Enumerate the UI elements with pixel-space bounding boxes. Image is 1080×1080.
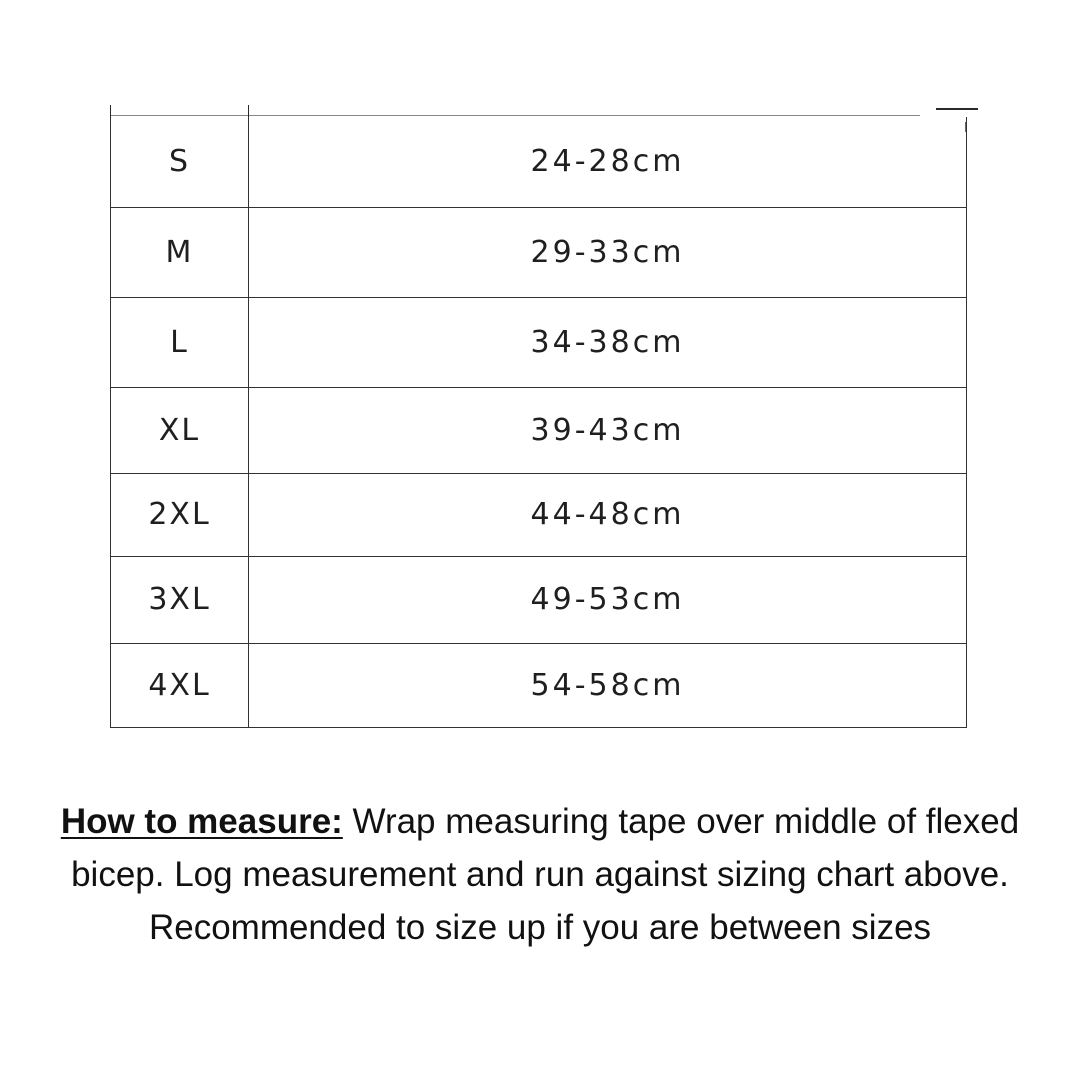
table-row	[111, 117, 967, 207]
size-label: S	[111, 117, 249, 207]
table-divider-fragment-tick	[248, 105, 249, 117]
size-chart-table	[110, 117, 967, 728]
size-range: 49-53cm	[249, 556, 967, 643]
size-label: M	[111, 207, 249, 297]
size-label: 2XL	[111, 473, 249, 556]
table-corner-fragment-dash	[936, 108, 978, 110]
table-left-fragment-tick	[110, 105, 111, 117]
how-to-measure-text: Wrap measuring tape over middle of flexed bicep. Log measurement and run against sizing chart above. Recommended to size up if you are between sizes	[71, 802, 1020, 947]
size-range: 24-28cm	[249, 117, 967, 207]
size-range: 54-58cm	[249, 643, 967, 727]
measuring-instructions	[60, 795, 1020, 954]
size-range: 34-38cm	[249, 297, 967, 387]
size-range: 29-33cm	[249, 207, 967, 297]
size-range: 44-48cm	[249, 473, 967, 556]
how-to-measure-label: How to measure:	[60, 802, 343, 841]
table-row	[111, 556, 967, 643]
table-row	[111, 473, 967, 556]
size-range: 39-43cm	[249, 387, 967, 473]
size-label: 3XL	[111, 556, 249, 643]
table-row	[111, 643, 967, 727]
table-row	[111, 387, 967, 473]
size-label: XL	[111, 387, 249, 473]
size-label: L	[111, 297, 249, 387]
table-row	[111, 207, 967, 297]
table-row	[111, 297, 967, 387]
table-top-fragment-line	[110, 115, 920, 116]
size-label: 4XL	[111, 643, 249, 727]
